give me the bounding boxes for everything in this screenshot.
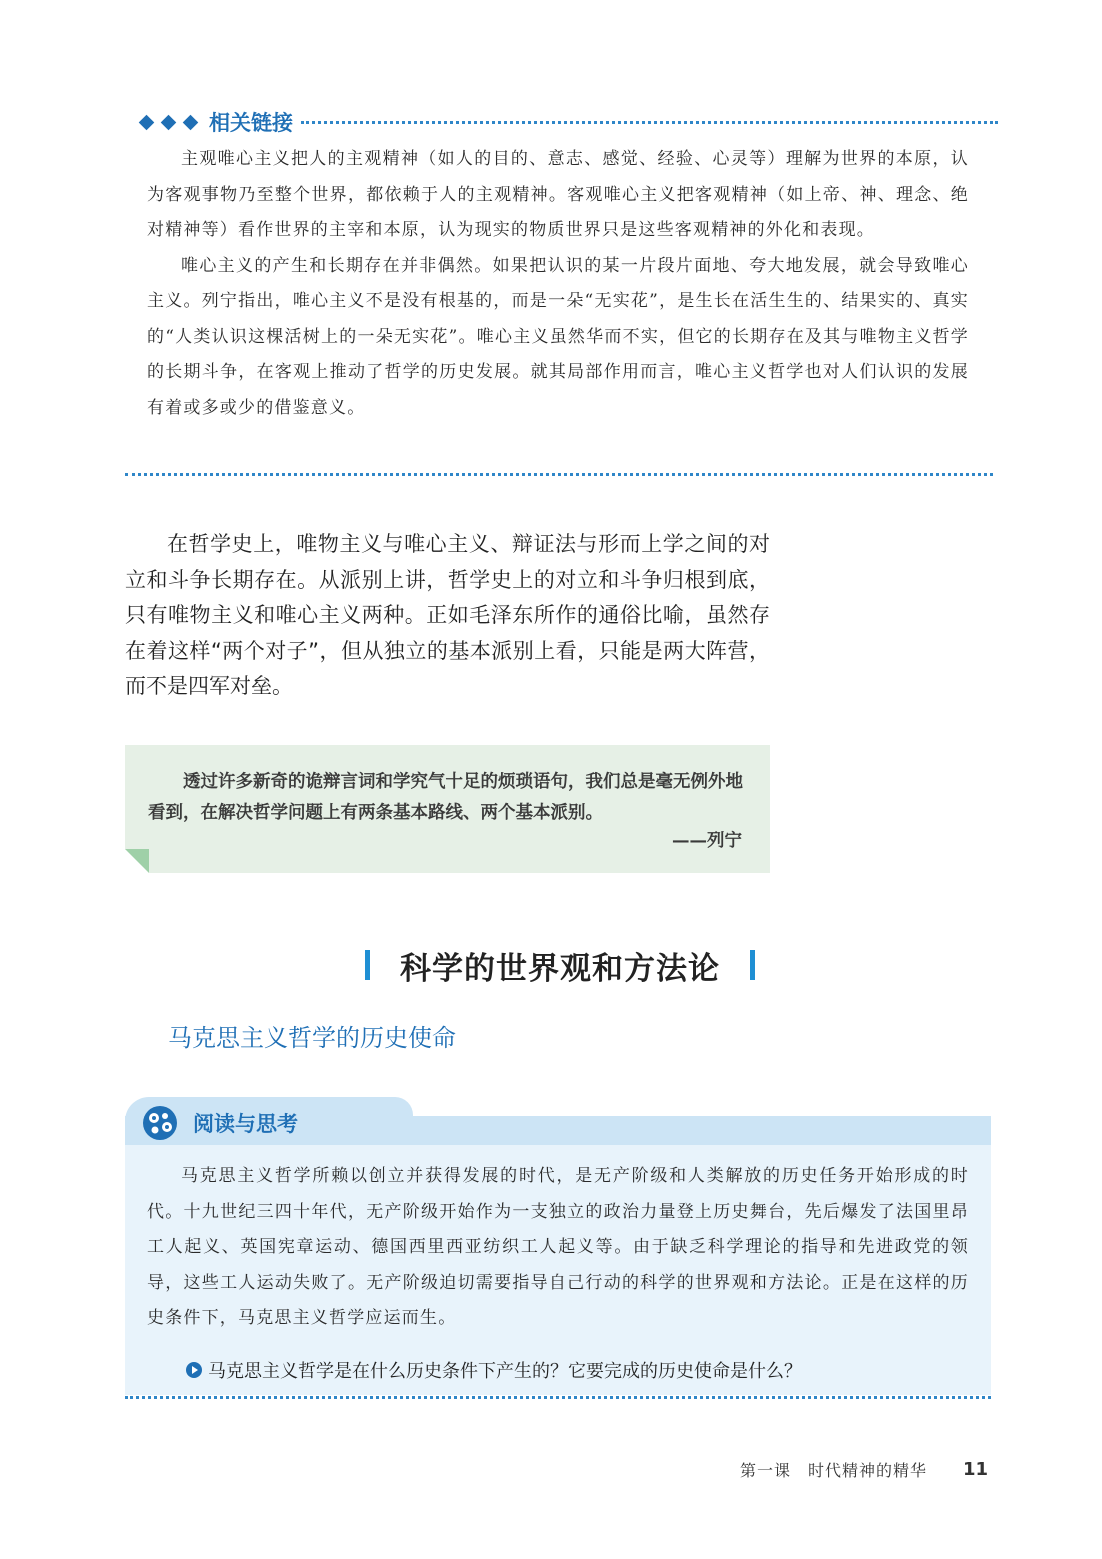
related-links-paragraph: 唯心主义的产生和长期存在并非偶然。如果把认识的某一片段片面地、夸大地发展，就会导致唯心主义。列宁指出，唯心主义不是没有根基的，而是一朵“无实花”，是生长在活生生的、结果实的、真实的“人类认识这棵活树上的一朵无实花”。唯心主义虽然华而不实，但它的长期存在及其与唯物主义哲学的长期斗争，在客观上推动了哲学的历史发展。就其局部作用而言，唯心主义哲学也对人们认识的发展有着或多或少的借鉴意义。 (147, 255, 969, 418)
subsection-title: 马克思主义哲学的历史使命 (168, 1024, 456, 1052)
heading-bar-left (365, 950, 370, 980)
footer-lesson: 第一课 时代精神的精华 (740, 1461, 928, 1480)
dotted-divider (125, 473, 993, 476)
quote-source: ——列宁 (672, 831, 742, 851)
diamond-icons (138, 117, 199, 128)
main-paragraph (125, 527, 770, 705)
arrow-bullet-icon (186, 1362, 202, 1378)
read-think-paragraph: 马克思主义哲学所赖以创立并获得发展的时代，是无产阶级和人类解放的历史任务开始形成的时代。十九世纪三四十年代，无产阶级开始作为一支独立的政治力量登上历史舞台，先后爆发了法国里昂工人起义、英国宪章运动、德国西里西亚纺织工人起义等。由于缺乏科学理论的指导和先进政党的领导，这些工人运动失败了。无产阶级迫切需要指导自己行动的科学的世界观和方法论。正是在这样的历史条件下，马克思主义哲学应运而生。 (147, 1166, 969, 1328)
read-think-title: 阅读与思考 (193, 1112, 298, 1136)
dotted-divider (301, 121, 998, 124)
quote-text (148, 767, 748, 829)
quote-body: 透过许多新奇的诡辩言词和学究气十足的烦琐语句，我们总是毫无例外地看到，在解决哲学问题上有两条基本路线、两个基本派别。 (148, 772, 743, 823)
page-number: 11 (963, 1459, 989, 1480)
related-links-body (147, 142, 969, 426)
read-think-question (186, 1357, 802, 1383)
related-links-paragraph: 主观唯心主义把人的主观精神（如人的目的、意志、感觉、经验、心灵等）理解为世界的本原，认为客观事物乃至整个世界，都依赖于人的主观精神。客观唯心主义把客观精神（如上帝、神、理念、绝对精神等）看作世界的主宰和本原，认为现实的物质世界只是这些客观精神的外化和表现。 (147, 149, 969, 240)
section-title: 科学的世界观和方法论 (400, 950, 720, 987)
related-links-title: 相关链接 (209, 111, 293, 135)
dotted-divider (125, 1396, 991, 1399)
main-paragraph-text: 在哲学史上，唯物主义与唯心主义、辩证法与形而上学之间的对立和斗争长期存在。从派别上讲，哲学史上的对立和斗争归根到底，只有唯物主义和唯心主义两种。正如毛泽东所作的通俗比喻，虽然存在着这样“两个对子”，但从独立的基本派别上看，只能是两大阵营，而不是四军对垒。 (125, 532, 770, 698)
diamond-icon (161, 114, 177, 130)
diamond-icon (183, 114, 199, 130)
quote-box (125, 745, 770, 873)
page-fold-corner (125, 849, 149, 873)
section-heading (350, 940, 770, 990)
diamond-icon (139, 114, 155, 130)
puzzle-thinking-icon (140, 1103, 180, 1143)
heading-bar-right (750, 950, 755, 980)
question-text: 马克思主义哲学是在什么历史条件下产生的？它要完成的历史使命是什么？ (208, 1361, 802, 1382)
related-links-header (138, 108, 998, 136)
page-footer (740, 1458, 988, 1481)
read-think-body (147, 1159, 969, 1337)
